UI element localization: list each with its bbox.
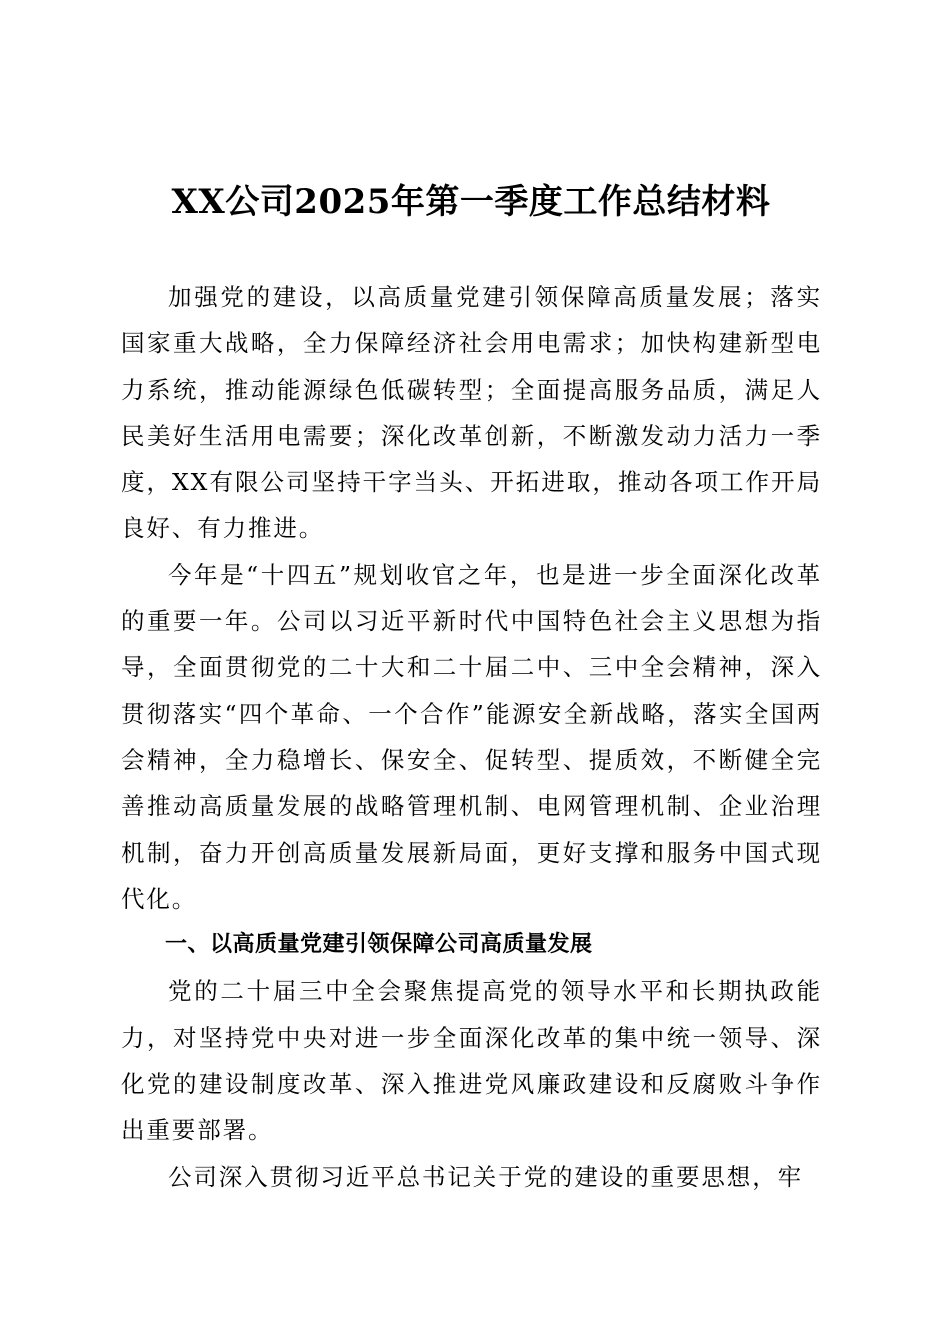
paragraph-section-2: 公司深入贯彻习近平总书记关于党的建设的重要思想，牢 [168, 1162, 803, 1191]
document-title: XX公司2025年第一季度工作总结材料 [171, 182, 771, 222]
paragraph-intro: 加强党的建设，以高质量党建引领保障高质量发展；落实国家重大战略，全力保障经济社会用电需求；加快构建新型电力系统，推动能源绿色低碳转型；全面提高服务品质，满足人民美好生活用电需要；深化改革创新，不断激发动力活力一季度，XX有限公司坚持干字当头、开拓进取，推动各项工作开局良好、有力推进。 [121, 283, 822, 543]
paragraph-context: 今年是“十四五”规划收官之年，也是进一步全面深化改革的重要一年。公司以习近平新时代中国特色社会主义思想为指导，全面贯彻党的二十大和二十届二中、三中全会精神，深入贯彻落实“四个革命、一个合作”能源安全新战略，落实全国两会精神，全力稳增长、保安全、促转型、提质效，不断健全完善推动高质量发展的战略管理机制、电网管理机制、企业治理机制，奋力开创高质量发展新局面，更好支撑和服务中国式现代化。 [121, 560, 822, 913]
paragraph-section-1: 党的二十届三中全会聚焦提高党的领导水平和长期执政能力，对坚持党中央对进一步全面深化改革的集中统一领导、深化党的建设制度改革、深入推进党风廉政建设和反腐败斗争作出重要部署。 [121, 977, 822, 1145]
document-body [121, 274, 822, 1200]
section-heading: 一、以高质量党建引领保障公司高质量发展 [165, 932, 593, 958]
